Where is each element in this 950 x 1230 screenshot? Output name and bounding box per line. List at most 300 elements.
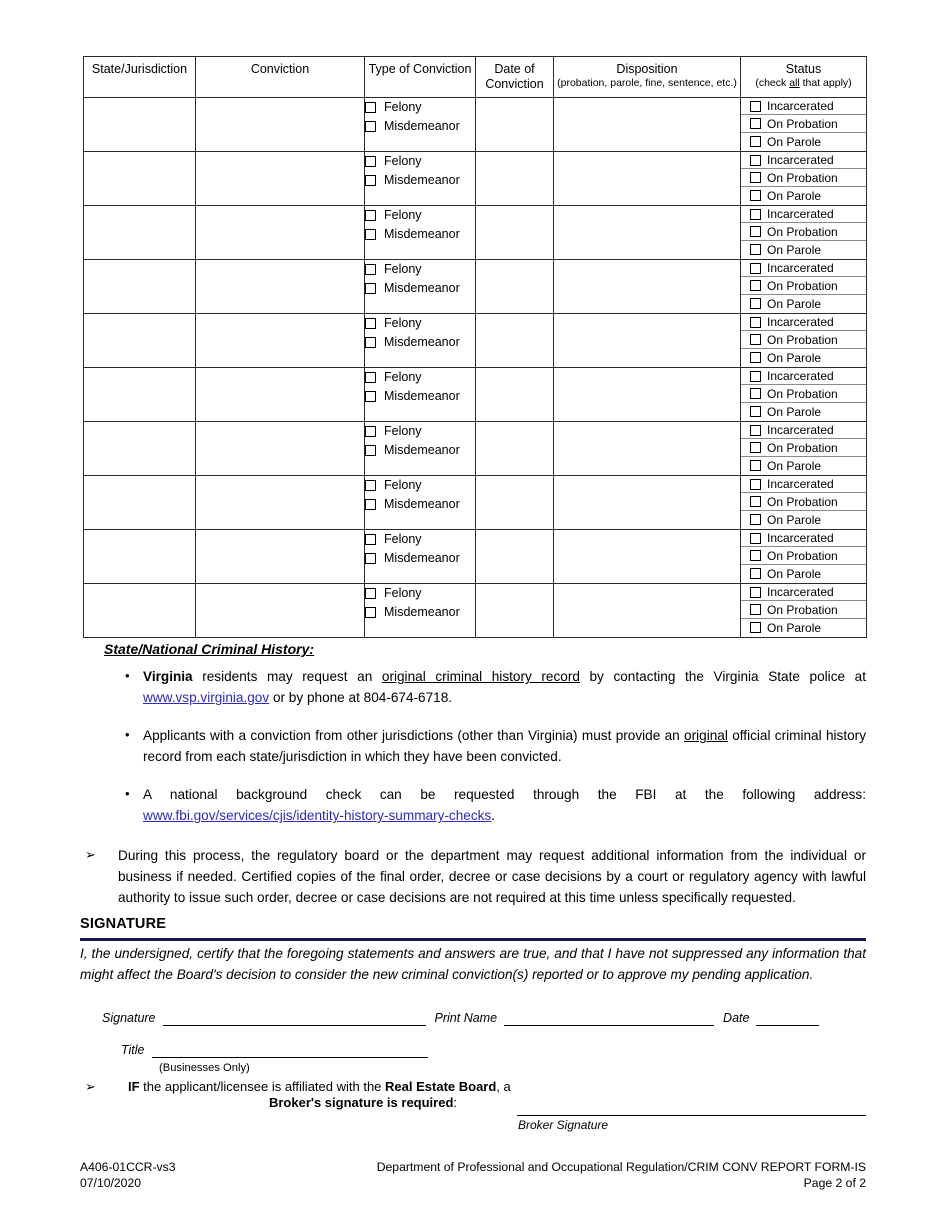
cell-state-jurisdiction[interactable]: [84, 367, 196, 421]
type-option-label: Misdemeanor: [384, 497, 460, 512]
bullet-plain-text: by contacting the Virginia State police at: [579, 669, 866, 684]
checkbox-icon[interactable]: [365, 588, 376, 599]
checkbox-icon[interactable]: [750, 172, 761, 183]
type-option-misdemeanor[interactable]: [365, 387, 475, 406]
page-footer: [80, 1159, 866, 1191]
col-header-type-of-conviction: [365, 57, 476, 98]
checkbox-icon[interactable]: [750, 550, 761, 561]
checkbox-icon[interactable]: [365, 175, 376, 186]
status-option-label: On Probation: [767, 224, 838, 239]
title-label: Title: [121, 1043, 145, 1057]
status-option-label: Incarcerated: [767, 477, 834, 492]
col-header-state-jurisdiction-label: State/Jurisdiction: [91, 62, 188, 76]
checkbox-icon[interactable]: [750, 263, 761, 274]
col-header-type-of-conviction-label: Type of Conviction: [368, 62, 472, 76]
type-option-label: Felony: [384, 100, 422, 115]
cell-disposition[interactable]: [554, 151, 741, 205]
status-option-label: On Parole: [767, 404, 822, 419]
table-row: [84, 259, 867, 313]
type-option-misdemeanor[interactable]: [365, 441, 475, 460]
checkbox-icon[interactable]: [365, 210, 376, 221]
title-input[interactable]: [152, 1042, 428, 1058]
type-option-misdemeanor[interactable]: [365, 279, 475, 298]
cell-date-of-conviction[interactable]: [476, 367, 554, 421]
footer-row-2: [80, 1175, 866, 1191]
type-option-label: Misdemeanor: [384, 173, 460, 188]
col-header-state-jurisdiction: [84, 57, 196, 98]
cell-date-of-conviction[interactable]: [476, 529, 554, 583]
bullet-plain-text: Applicants with a conviction from other jurisdictions (other than Virginia) must provide an: [143, 728, 685, 744]
broker-line-2: [128, 1095, 598, 1110]
type-option-misdemeanor[interactable]: [365, 495, 475, 514]
cell-type-of-conviction: [365, 421, 476, 475]
checkbox-icon[interactable]: [365, 426, 376, 437]
table-header: [84, 57, 867, 98]
cell-status: [741, 367, 867, 421]
external-link[interactable]: www.vsp.virginia.gov: [143, 690, 270, 706]
title-field-row: [121, 1042, 428, 1058]
type-option-label: Misdemeanor: [384, 389, 460, 404]
cell-state-jurisdiction[interactable]: [84, 583, 196, 637]
status-option-on-probation[interactable]: [741, 331, 866, 349]
cell-disposition[interactable]: [554, 421, 741, 475]
broker-required-text: Broker's signature is required: [268, 1095, 454, 1110]
cell-type-of-conviction: [365, 259, 476, 313]
checkbox-icon[interactable]: [750, 406, 761, 417]
status-option-incarcerated[interactable]: [741, 530, 866, 548]
checkbox-icon[interactable]: [750, 496, 761, 507]
type-option-label: Felony: [384, 154, 422, 169]
type-option-felony[interactable]: [365, 476, 475, 495]
broker-signature-input[interactable]: [517, 1114, 866, 1116]
certification-text: I, the undersigned, certify that the foregoing statements and answers are true, and that I have not suppressed any information that might affect the Board's decision to consider the new criminal conviction(s) reported or to approve my pending application.: [80, 946, 866, 982]
cell-conviction[interactable]: [196, 313, 365, 367]
status-option-on-parole[interactable]: [741, 295, 866, 313]
status-option-on-probation[interactable]: [741, 439, 866, 457]
checkbox-icon[interactable]: [750, 155, 761, 166]
bullet-dot-icon: •: [125, 786, 130, 802]
broker-requirement: [85, 1079, 866, 1110]
bullet-item: [125, 725, 866, 767]
type-option-label: Felony: [384, 586, 422, 601]
broker-colon: :: [453, 1095, 458, 1110]
cell-disposition[interactable]: [554, 475, 741, 529]
checkbox-icon[interactable]: [365, 337, 376, 348]
signature-divider: [80, 938, 866, 941]
type-option-misdemeanor[interactable]: [365, 171, 475, 190]
broker-if-word: IF: [128, 1079, 140, 1094]
status-option-on-probation[interactable]: [741, 601, 866, 619]
bullet-item: [125, 784, 866, 826]
type-option-felony[interactable]: [365, 152, 475, 171]
bullet-item: [125, 666, 866, 708]
status-option-on-parole[interactable]: [741, 241, 866, 259]
checkbox-icon[interactable]: [365, 534, 376, 545]
criminal-history-heading: State/National Criminal History:: [104, 641, 315, 657]
status-option-on-parole[interactable]: [741, 619, 866, 637]
table-body: [84, 97, 867, 637]
status-option-on-probation[interactable]: [741, 223, 866, 241]
footer-form-id: A406-01CCR-vs3: [80, 1160, 176, 1174]
status-option-incarcerated[interactable]: [741, 476, 866, 494]
footer-page-number: Page 2 of 2: [803, 1176, 866, 1191]
col-header-disposition: [554, 57, 741, 98]
status-option-label: Incarcerated: [767, 207, 834, 222]
broker-line-1-post: , a: [496, 1079, 511, 1094]
status-option-label: Incarcerated: [767, 99, 834, 114]
status-option-on-probation[interactable]: [741, 385, 866, 403]
status-sub-post: that apply): [799, 76, 852, 89]
process-note: [85, 845, 866, 909]
broker-signature-label: Broker Signature: [518, 1118, 609, 1132]
checkbox-icon[interactable]: [750, 226, 761, 237]
table-row: [84, 421, 867, 475]
date-label: Date: [723, 1011, 750, 1025]
status-option-label: On Parole: [767, 242, 822, 257]
cell-conviction[interactable]: [196, 367, 365, 421]
table-row: [84, 151, 867, 205]
status-option-incarcerated[interactable]: [741, 260, 866, 278]
col-header-disposition-label: Disposition: [616, 62, 678, 76]
type-option-label: Misdemeanor: [384, 551, 460, 566]
type-option-misdemeanor[interactable]: [365, 549, 475, 568]
checkbox-icon[interactable]: [750, 334, 761, 345]
status-option-label: Incarcerated: [767, 423, 834, 438]
type-option-misdemeanor[interactable]: [365, 603, 475, 622]
type-option-misdemeanor[interactable]: [365, 333, 475, 352]
checkbox-icon[interactable]: [750, 460, 761, 471]
table-row: [84, 97, 867, 151]
type-option-felony[interactable]: [365, 260, 475, 279]
bullet-underline-text: original: [684, 728, 728, 744]
footer-date: 07/10/2020: [80, 1176, 141, 1191]
cell-conviction[interactable]: [196, 475, 365, 529]
cell-disposition[interactable]: [554, 583, 741, 637]
status-option-label: On Parole: [767, 134, 822, 149]
bullet-plain-text: residents may request an: [192, 669, 382, 684]
cell-status: [741, 583, 867, 637]
table-row: [84, 367, 867, 421]
cell-date-of-conviction[interactable]: [476, 259, 554, 313]
col-header-status: [741, 57, 867, 98]
checkbox-icon[interactable]: [750, 479, 761, 490]
type-option-label: Felony: [384, 208, 422, 223]
cell-date-of-conviction[interactable]: [476, 151, 554, 205]
status-option-label: On Parole: [767, 620, 822, 635]
col-header-conviction: [196, 57, 365, 98]
date-input[interactable]: [756, 1010, 819, 1026]
bullet-plain-text: A national background check can be requested through the FBI at the following address:: [143, 787, 866, 803]
type-option-label: Misdemeanor: [384, 227, 460, 242]
col-header-date-line1: Date of: [494, 62, 535, 76]
checkbox-icon[interactable]: [750, 568, 761, 579]
status-option-on-parole[interactable]: [741, 133, 866, 151]
status-sub-all: all: [789, 76, 800, 89]
checkbox-icon[interactable]: [365, 156, 376, 167]
cell-date-of-conviction[interactable]: [476, 97, 554, 151]
cell-state-jurisdiction[interactable]: [84, 313, 196, 367]
checkbox-icon[interactable]: [750, 388, 761, 399]
checkbox-icon[interactable]: [750, 118, 761, 129]
status-option-on-parole[interactable]: [741, 403, 866, 421]
cell-status: [741, 259, 867, 313]
type-option-label: Misdemeanor: [384, 281, 460, 296]
cell-state-jurisdiction[interactable]: [84, 475, 196, 529]
status-option-on-parole[interactable]: [741, 349, 866, 367]
checkbox-icon[interactable]: [750, 533, 761, 544]
status-option-label: On Probation: [767, 278, 838, 293]
checkbox-icon[interactable]: [365, 121, 376, 132]
cell-type-of-conviction: [365, 475, 476, 529]
cell-date-of-conviction[interactable]: [476, 583, 554, 637]
cell-state-jurisdiction[interactable]: [84, 97, 196, 151]
checkbox-icon[interactable]: [365, 553, 376, 564]
cell-conviction[interactable]: [196, 529, 365, 583]
cell-status: [741, 313, 867, 367]
checkbox-icon[interactable]: [365, 318, 376, 329]
status-option-label: On Parole: [767, 188, 822, 203]
checkbox-icon[interactable]: [750, 244, 761, 255]
cell-state-jurisdiction[interactable]: [84, 151, 196, 205]
type-option-felony[interactable]: [365, 206, 475, 225]
cell-date-of-conviction[interactable]: [476, 475, 554, 529]
external-link[interactable]: www.fbi.gov/services/cjis/identity-history-summary-checks: [143, 808, 492, 824]
broker-line-1-mid: the applicant/licensee is affiliated with the: [139, 1079, 386, 1094]
bullet-text: [143, 725, 866, 767]
type-option-label: Felony: [384, 478, 422, 493]
status-option-incarcerated[interactable]: [741, 368, 866, 386]
status-option-on-parole[interactable]: [741, 187, 866, 205]
footer-department: Department of Professional and Occupational Regulation/CRIM CONV REPORT FORM-IS: [376, 1160, 866, 1174]
checkbox-icon[interactable]: [365, 499, 376, 510]
cell-disposition[interactable]: [554, 205, 741, 259]
checkbox-icon[interactable]: [750, 101, 761, 112]
status-option-on-probation[interactable]: [741, 493, 866, 511]
cell-state-jurisdiction[interactable]: [84, 259, 196, 313]
bullet-dot-icon: •: [125, 668, 130, 683]
cell-type-of-conviction: [365, 205, 476, 259]
signature-label: Signature: [102, 1011, 156, 1025]
checkbox-icon[interactable]: [365, 391, 376, 402]
cell-disposition[interactable]: [554, 529, 741, 583]
cell-disposition[interactable]: [554, 313, 741, 367]
col-header-status-sub: [743, 77, 864, 90]
status-option-label: On Probation: [767, 332, 838, 347]
type-option-felony[interactable]: [365, 530, 475, 549]
checkbox-icon[interactable]: [750, 587, 761, 598]
checkbox-icon[interactable]: [750, 442, 761, 453]
checkbox-icon[interactable]: [365, 264, 376, 275]
bullet-dot-icon: •: [125, 727, 130, 743]
type-option-label: Felony: [384, 424, 422, 439]
cell-status: [741, 205, 867, 259]
title-note: (Businesses Only): [159, 1062, 250, 1074]
footer-row-1: [80, 1159, 866, 1175]
conviction-table: [83, 56, 867, 638]
col-header-disposition-sub: (probation, parole, fine, sentence, etc.): [557, 76, 737, 89]
status-option-incarcerated[interactable]: [741, 98, 866, 116]
status-option-label: On Probation: [767, 116, 838, 131]
signature-input[interactable]: [163, 1010, 426, 1026]
cell-disposition[interactable]: [554, 97, 741, 151]
type-option-felony[interactable]: [365, 314, 475, 333]
status-option-label: Incarcerated: [767, 585, 834, 600]
col-header-status-label: Status: [785, 62, 822, 76]
broker-real-estate-board: Real Estate Board: [385, 1079, 497, 1094]
criminal-history-bullets: [125, 666, 866, 843]
checkbox-icon[interactable]: [750, 425, 761, 436]
col-header-date-line2: Conviction: [485, 76, 544, 91]
cell-status: [741, 475, 867, 529]
cell-state-jurisdiction[interactable]: [84, 529, 196, 583]
status-sub-pre: (check: [755, 76, 790, 89]
checkbox-icon[interactable]: [365, 607, 376, 618]
status-option-on-probation[interactable]: [741, 277, 866, 295]
bullet-text: [143, 666, 866, 708]
status-option-incarcerated[interactable]: [741, 206, 866, 224]
checkbox-icon[interactable]: [750, 352, 761, 363]
status-option-incarcerated[interactable]: [741, 314, 866, 332]
checkbox-icon[interactable]: [750, 280, 761, 291]
status-option-label: Incarcerated: [767, 369, 834, 384]
table-row: [84, 313, 867, 367]
status-option-label: Incarcerated: [767, 531, 834, 546]
type-option-label: Felony: [384, 532, 422, 547]
cell-state-jurisdiction[interactable]: [84, 421, 196, 475]
cell-type-of-conviction: [365, 529, 476, 583]
cell-date-of-conviction[interactable]: [476, 421, 554, 475]
table-row: [84, 529, 867, 583]
type-option-label: Misdemeanor: [384, 443, 460, 458]
cell-conviction[interactable]: [196, 205, 365, 259]
cell-type-of-conviction: [365, 583, 476, 637]
cell-conviction[interactable]: [196, 259, 365, 313]
type-option-misdemeanor[interactable]: [365, 225, 475, 244]
table-row: [84, 583, 867, 637]
type-option-felony[interactable]: [365, 422, 475, 441]
bullet-plain-text: official criminal history record from each state/jurisdiction in which they have been convicted.: [143, 728, 866, 765]
status-option-label: Incarcerated: [767, 261, 834, 276]
cell-conviction[interactable]: [196, 97, 365, 151]
status-option-label: On Parole: [767, 566, 822, 581]
checkbox-icon[interactable]: [750, 514, 761, 525]
status-option-label: On Probation: [767, 494, 838, 509]
cell-disposition[interactable]: [554, 367, 741, 421]
bullet-plain-text: or by phone at 804-674-6718.: [269, 690, 453, 706]
status-option-label: On Probation: [767, 602, 838, 617]
status-option-label: On Probation: [767, 386, 838, 401]
checkbox-icon[interactable]: [750, 136, 761, 147]
cell-type-of-conviction: [365, 367, 476, 421]
type-option-label: Misdemeanor: [384, 335, 460, 350]
status-option-on-probation[interactable]: [741, 547, 866, 565]
cell-type-of-conviction: [365, 151, 476, 205]
print-name-input[interactable]: [504, 1010, 714, 1026]
checkbox-icon[interactable]: [365, 229, 376, 240]
bullet-plain-text: .: [491, 808, 496, 824]
cell-conviction[interactable]: [196, 151, 365, 205]
signature-fields-row: [102, 1010, 866, 1026]
status-option-on-parole[interactable]: [741, 457, 866, 475]
status-option-label: On Parole: [767, 512, 822, 527]
status-option-label: On Parole: [767, 458, 822, 473]
type-option-label: Misdemeanor: [384, 119, 460, 134]
status-option-on-probation[interactable]: [741, 115, 866, 133]
status-option-incarcerated[interactable]: [741, 584, 866, 602]
bullet-bold-text: Virginia: [143, 669, 193, 684]
table-header-row: [84, 57, 867, 98]
checkbox-icon[interactable]: [750, 622, 761, 633]
checkbox-icon[interactable]: [750, 298, 761, 309]
status-option-on-parole[interactable]: [741, 511, 866, 529]
type-option-felony[interactable]: [365, 584, 475, 603]
cell-date-of-conviction[interactable]: [476, 205, 554, 259]
cell-status: [741, 529, 867, 583]
type-option-label: Felony: [384, 316, 422, 331]
signature-section-heading: SIGNATURE: [80, 916, 167, 932]
checkbox-icon[interactable]: [365, 283, 376, 294]
type-option-misdemeanor[interactable]: [365, 117, 475, 136]
cell-disposition[interactable]: [554, 259, 741, 313]
cell-conviction[interactable]: [196, 421, 365, 475]
status-option-label: On Probation: [767, 548, 838, 563]
checkbox-icon[interactable]: [365, 480, 376, 491]
print-name-label: Print Name: [434, 1011, 498, 1025]
bullet-underline-text: original criminal history record: [381, 669, 580, 684]
status-option-label: Incarcerated: [767, 315, 834, 330]
cell-conviction[interactable]: [196, 583, 365, 637]
col-header-conviction-label: Conviction: [250, 62, 310, 76]
process-note-text: During this process, the regulatory board or the department may request additional information from the individual or business if needed. Certified copies of the final order, decree or case decisions by a court or regulatory agency with lawful authority to issue such order, decree or case decisions are not required at this time unless specifically requested.: [118, 848, 866, 906]
cell-type-of-conviction: [365, 97, 476, 151]
status-option-label: On Probation: [767, 170, 838, 185]
status-option-label: On Probation: [767, 440, 838, 455]
type-option-felony[interactable]: [365, 98, 475, 117]
broker-line-1-text: [128, 1079, 511, 1095]
checkbox-icon[interactable]: [750, 371, 761, 382]
status-option-label: Incarcerated: [767, 153, 834, 168]
arrow-bullet-icon: ➢: [85, 847, 96, 862]
status-option-on-probation[interactable]: [741, 169, 866, 187]
cell-status: [741, 421, 867, 475]
checkbox-icon[interactable]: [365, 102, 376, 113]
status-option-incarcerated[interactable]: [741, 152, 866, 170]
cell-date-of-conviction[interactable]: [476, 313, 554, 367]
checkbox-icon[interactable]: [365, 372, 376, 383]
checkbox-icon[interactable]: [365, 445, 376, 456]
cell-status: [741, 151, 867, 205]
cell-status: [741, 97, 867, 151]
status-option-label: On Parole: [767, 296, 822, 311]
checkbox-icon[interactable]: [750, 317, 761, 328]
type-option-felony[interactable]: [365, 368, 475, 387]
status-option-on-parole[interactable]: [741, 565, 866, 583]
cell-type-of-conviction: [365, 313, 476, 367]
bullet-text: [143, 784, 866, 826]
status-option-incarcerated[interactable]: [741, 422, 866, 440]
checkbox-icon[interactable]: [750, 190, 761, 201]
status-option-label: On Parole: [767, 350, 822, 365]
checkbox-icon[interactable]: [750, 604, 761, 615]
checkbox-icon[interactable]: [750, 209, 761, 220]
cell-state-jurisdiction[interactable]: [84, 205, 196, 259]
col-header-date-of-conviction: [476, 57, 554, 98]
broker-line-1: [85, 1079, 866, 1095]
table-row: [84, 475, 867, 529]
type-option-label: Felony: [384, 262, 422, 277]
broker-arrow-icon: ➢: [85, 1079, 96, 1094]
type-option-label: Misdemeanor: [384, 605, 460, 620]
